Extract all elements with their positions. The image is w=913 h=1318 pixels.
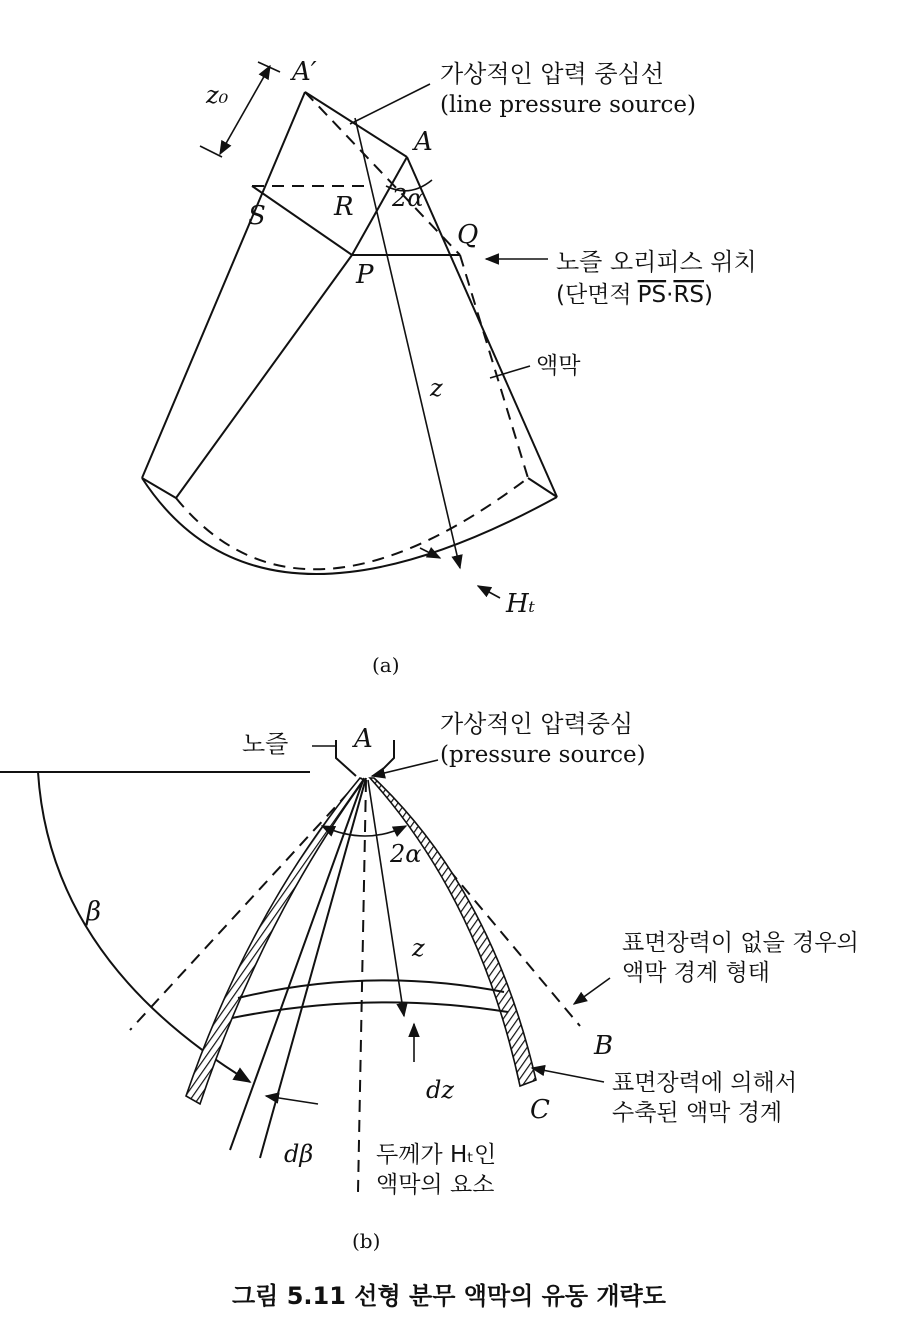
figure-a <box>142 57 757 677</box>
dashed-Aprime-Q <box>305 92 460 255</box>
annotation-orifice-area <box>556 282 713 308</box>
label-C: C <box>530 1095 550 1125</box>
leader-tension <box>532 1068 604 1082</box>
annotation-element-2: 액막의 요소 <box>376 1172 495 1198</box>
orifice-rs: RS <box>673 282 705 308</box>
annotation-element-1: 두께가 Hₜ인 <box>376 1142 497 1168</box>
element-arc-inner <box>232 1002 508 1018</box>
orifice-dot: · <box>666 282 674 308</box>
center-axis <box>358 780 366 1192</box>
leader-pressure-source <box>372 760 438 776</box>
annotation-film: 액막 <box>536 353 581 379</box>
angle-arc-2alpha <box>322 826 406 836</box>
wedge-left-edge <box>142 92 305 478</box>
outer-arc <box>142 478 557 574</box>
label-A: A <box>354 724 373 754</box>
annotation-line-source-en: (line pressure source) <box>440 92 697 118</box>
annotation-tension-1: 표면장력에 의해서 <box>612 1070 798 1096</box>
dbeta-arrow <box>266 1096 318 1104</box>
label-A: A <box>414 127 433 157</box>
label-dz: dz <box>426 1076 455 1104</box>
line-P-bottom <box>176 255 352 498</box>
wedge-right-edge <box>407 157 557 497</box>
label-beta: β <box>86 897 102 927</box>
label-dbeta: dβ <box>284 1140 314 1168</box>
annotation-nozzle: 노즐 <box>242 730 289 758</box>
z0-dimension-arrow <box>220 66 270 154</box>
annotation-tension-2: 수축된 액막 경계 <box>612 1100 783 1126</box>
label-S: S <box>248 201 266 231</box>
label-2alpha: 2α <box>392 184 424 212</box>
figure-caption: 그림 5.11 선형 분무 액막의 유동 개략도 <box>232 1282 666 1310</box>
figure-b <box>0 710 859 1253</box>
label-z0: z₀ <box>206 81 229 109</box>
label-Q: Q <box>457 220 479 250</box>
annotation-line-source-ko: 가상적인 압력 중심선 <box>440 60 664 88</box>
dashed-Q-inner <box>460 255 528 478</box>
caption-b: (b) <box>352 1229 381 1253</box>
label-z: z <box>430 374 443 402</box>
annotation-no-tension-1: 표면장력이 없을 경우의 <box>622 930 859 956</box>
label-Ht: Hₜ <box>506 589 536 619</box>
label-A-prime: A′ <box>292 57 317 87</box>
z0-tick-bottom <box>200 146 222 157</box>
leader-no-tension <box>574 978 610 1004</box>
element-arc-outer <box>238 980 504 998</box>
leader-line-source <box>350 84 430 124</box>
nozzle-left <box>336 740 356 776</box>
label-z: z <box>412 934 425 962</box>
dashed-boundary-left <box>130 778 362 1030</box>
orifice-prefix: (단면적 <box>556 282 632 308</box>
hatched-boundary-right <box>370 778 536 1086</box>
annotation-orifice-ko: 노즐 오리피스 위치 <box>556 248 757 276</box>
label-2alpha: 2α <box>390 840 422 868</box>
annotation-no-tension-2: 액막 경계 형태 <box>622 960 770 986</box>
label-B: B <box>594 1031 614 1061</box>
leader-Ht <box>478 586 500 598</box>
orifice-suffix: ) <box>704 282 714 308</box>
annotation-source-en: (pressure source) <box>440 742 646 768</box>
orifice-ps: PS <box>637 282 667 308</box>
front-face-edge <box>142 478 176 498</box>
annotation-source-ko: 가상적인 압력중심 <box>440 710 634 738</box>
label-P: P <box>356 260 374 290</box>
caption-a: (a) <box>372 653 400 677</box>
label-R: R <box>334 192 354 222</box>
